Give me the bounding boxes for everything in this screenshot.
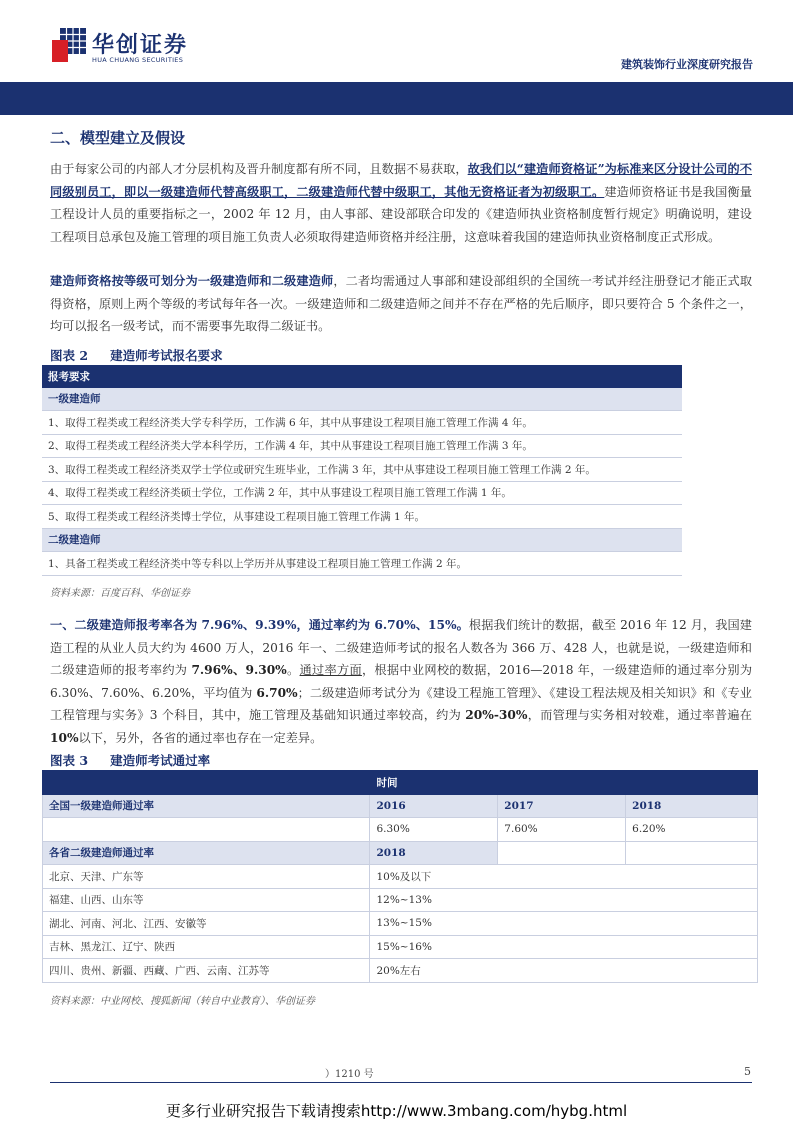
rate-cell: 12%~13% (370, 888, 758, 912)
region-cell: 吉林、黑龙江、辽宁、陕西 (43, 935, 370, 959)
table-cell-blank (498, 841, 626, 865)
table-header: 报考要求 (42, 365, 682, 388)
rate-cell: 15%~16% (370, 935, 758, 959)
paragraph-emphasis: 7.96%、9.30% (191, 663, 287, 677)
paragraph-3 (50, 614, 752, 749)
table-cell-blank (43, 818, 370, 842)
figure-3-title (50, 751, 232, 769)
figure-2-title (50, 346, 245, 364)
paragraph-text: ，而管理与实务相对较难，通过率普遍在 (527, 708, 752, 722)
table-row: 1、具备工程类或工程经济类中等专科以上学历并从事建设工程项目施工管理工作满 2 年。 (42, 552, 682, 576)
section-heading: 二、模型建立及假设 (50, 129, 186, 147)
table-header-time: 时间 (370, 771, 758, 795)
region-cell: 四川、贵州、新疆、西藏、广西、云南、江苏等 (43, 959, 370, 983)
header-band (0, 82, 793, 115)
download-banner: 更多行业研究报告下载请搜索http://www.3mbang.com/hybg.html (165, 1102, 628, 1120)
paragraph-emphasis: 20%-30% (465, 708, 528, 722)
table-header-blank (43, 771, 370, 795)
rate-cell: 6.20% (626, 818, 758, 842)
paragraph-emphasis: 一、二级建造师报考率各为 7.96%、9.39%，通过率约为 6.70%、15%。 (50, 618, 469, 632)
paragraph-text: ；二级建造师考试分为《建设工程施工管理》、《建设工程法规及相关知识》和《专业工程管理与实务》3 个科目，其中，施工管理及基础知识通过率较高，约为 (50, 685, 752, 722)
paragraph-1 (50, 158, 752, 248)
report-title: 建筑装饰行业深度研究报告 (621, 58, 753, 71)
region-cell: 北京、天津、广东等 (43, 865, 370, 889)
paragraph-text: ，二者均需通过人事部和建设部组织的全国统一考试并经注册登记才能正式取得资格，原则上两个等级的考试每年各一次。一级建造师和二级建造师之间并不存在严格的先后顺序，即只要符合 5 个条件之一，均可以报名一级考试，而不需要事先取得二级证书。 (50, 274, 753, 333)
paragraph-text: 以下，另外，各省的通过率也存在一定差异。 (78, 730, 323, 745)
paragraph-text: 建造师资格证书是我国衡量工程设计人员的重要指标之一，2002 年 12 月，由人事部、建设部联合印发的《建造师执业资格制度暂行规定》明确说明，建设工程项目总承包及施工管理的项目施工负责人必须取得建造师资格并经注册，这意味着我国的建造师执业资格制度正式形成。 (50, 184, 752, 244)
paragraph-emphasis: 建造师资格按等级可划分为一级建造师和二级建造师 (50, 274, 334, 288)
logo-english-name: HUA CHUANG SECURITIES (92, 56, 184, 64)
figure-label: 图表 2 (50, 348, 89, 363)
table-group-header: 二级建造师 (42, 528, 682, 552)
pass-rate-table (42, 770, 758, 983)
table-group-header: 全国一级建造师通过率 (43, 794, 370, 818)
figure-2-source: 资料来源：百度百科、华创证券 (50, 588, 190, 599)
paragraph-underline: 通过率方面 (299, 663, 362, 677)
table-row: 2、取得工程类或工程经济类大学本科学历，工作满 4 年，其中从事建设工程项目施工管理工作满 3 年。 (42, 434, 682, 458)
figure-label: 图表 3 (50, 753, 89, 768)
table-cell-blank (626, 841, 758, 865)
exam-requirements-table (42, 365, 682, 576)
rate-cell: 20%左右 (370, 959, 758, 983)
table-group-header: 一级建造师 (42, 388, 682, 411)
company-logo (50, 26, 202, 68)
paragraph-emphasis: 6.70% (256, 685, 298, 700)
paragraph-text: 。 (286, 663, 300, 677)
logo-mark-icon (50, 26, 88, 64)
figure-caption: 建造师考试通过率 (110, 753, 211, 768)
table-group-header: 各省二级建造师通过率 (43, 841, 370, 865)
rate-cell: 6.30% (370, 818, 498, 842)
rate-cell: 13%~15% (370, 912, 758, 936)
table-row: 1、取得工程类或工程经济类大学专科学历，工作满 6 年，其中从事建设工程项目施工管理工作满 4 年。 (42, 411, 682, 435)
paragraph-text: ，根据中业网校的数据，2016—2018 年，一级建造师的通过率分别为 6.30%、7.60%、6.20%，平均值为 (50, 663, 753, 700)
figure-caption: 建造师考试报名要求 (110, 348, 223, 363)
table-row: 3、取得工程类或工程经济类双学士学位或研究生班毕业，工作满 3 年，其中从事建设工程项目施工管理工作满 2 年。 (42, 458, 682, 482)
paragraph-emphasis: 10% (50, 730, 79, 745)
page-number: 5 (744, 1065, 751, 1078)
table-row: 4、取得工程类或工程经济类硕士学位，工作满 2 年，其中从事建设工程项目施工管理工作满 1 年。 (42, 481, 682, 505)
region-cell: 湖北、河南、河北、江西、安徽等 (43, 912, 370, 936)
rate-cell: 10%及以下 (370, 865, 758, 889)
year-cell: 2017 (498, 794, 626, 818)
year-cell: 2018 (370, 841, 498, 865)
year-cell: 2016 (370, 794, 498, 818)
rate-cell: 7.60% (498, 818, 626, 842)
logo-chinese-name: 华创证券 (92, 33, 189, 58)
footer-license: ）1210 号 (325, 1069, 374, 1080)
paragraph-text: 根据我们统计的数据，截至 2016 年 12 月，我国建造工程的从业人员大约为 4600 万人，2016 年一、二级建造师考试的报名人数各为 366 万、428 人，也就是说，一级建造师和二级建造师的报考率约为 (50, 618, 752, 677)
paragraph-text: 由于每家公司的内部人才分层机构及晋升制度都有所不同，且数据不易获取， (50, 162, 468, 176)
year-cell: 2018 (626, 794, 758, 818)
table-row: 5、取得工程类或工程经济类博士学位，从事建设工程项目施工管理工作满 1 年。 (42, 505, 682, 529)
figure-3-source: 资料来源：中业网校、搜狐新闻（转自中业教育）、华创证券 (50, 996, 315, 1007)
footer-divider (50, 1082, 752, 1083)
paragraph-2 (50, 270, 752, 338)
region-cell: 福建、山西、山东等 (43, 888, 370, 912)
paragraph-emphasis: 故我们以“建造师资格证”为标准来区分设计公司的不同级别员工，即以一级建造师代替高级职工，二级建造师代替中级职工，其他无资格证者为初级职工。 (50, 162, 752, 199)
